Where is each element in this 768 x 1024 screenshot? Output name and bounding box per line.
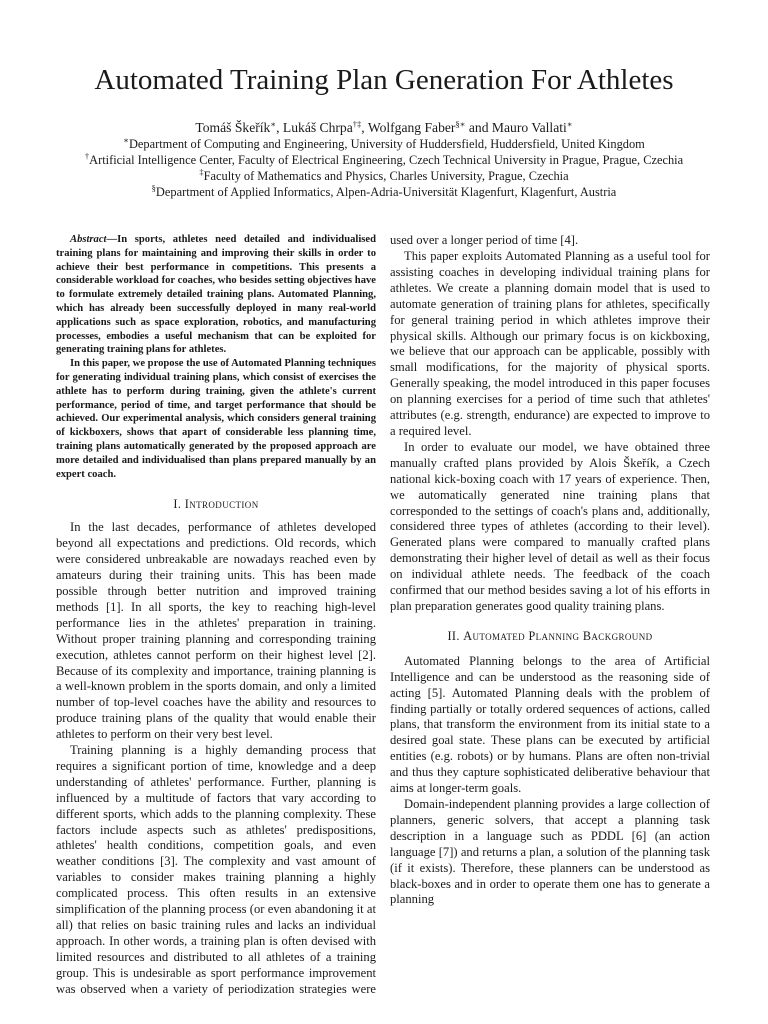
affiliation-mark: ‡ xyxy=(199,167,204,177)
affiliation xyxy=(0,168,768,184)
affiliation xyxy=(0,184,768,200)
author-mark: †‡ xyxy=(352,119,362,129)
affiliation-mark: § xyxy=(151,183,156,193)
section-title: Introduction xyxy=(184,497,259,512)
author-name: Lukáš Chrpa xyxy=(282,120,353,135)
paper-title: Automated Training Plan Generation For Athletes xyxy=(94,64,674,96)
author-separator: , xyxy=(361,120,368,135)
abstract-paragraph xyxy=(56,233,376,357)
affiliation-text: Artificial Intelligence Center, Faculty of Electrical Engineering, Czech Technical University in Prague, Prague, Czechia xyxy=(89,153,684,167)
body-paragraph: Automated Planning belongs to the area of Artificial Intelligence and can be understood as the reasoning side of acting [5]. Automated Planning deals with the problem of finding partially or totally ordered sequences of actions, called plans, that transform the environment from its initial state to a desired goal state. These plans can be executed by artificial entities (e.g. robots) or by humans. Plans are often non-trivial and thus they capture sophisticated deliberative behaviour that aims at longer-term goals. xyxy=(390,653,710,796)
body-paragraph: Domain-independent planning provides a large collection of planners, generic solvers, that accept a planning task description in a language such as PDDL [6] (an action language [7]) and returns a plan, a solution of the planning task (if it exists). Therefore, these planners can be understood as black-boxes and in order to operate them one has to generate a planning xyxy=(390,797,710,907)
section-numeral: I. xyxy=(173,497,182,512)
abstract-label: Abstract xyxy=(70,234,107,245)
body-paragraph-continued: used over a longer period of time [4]. xyxy=(390,233,579,248)
section-title: Automated Planning Background xyxy=(463,628,653,643)
affiliation-mark: † xyxy=(84,151,90,161)
abstract xyxy=(56,233,376,481)
affiliation-text: Department of Applied Informatics, Alpen-Adria-Universität Klagenfurt, Klagenfurt, Austria xyxy=(155,185,617,199)
right-column-flow xyxy=(390,233,710,908)
author-mark: §∗ xyxy=(455,119,466,129)
affiliation xyxy=(0,152,768,168)
section-heading xyxy=(390,628,710,644)
body-paragraph: In order to evaluate our model, we have obtained three manually crafted plans provided by Alois Škeřík, a Czech national kick-boxing coach with 17 years of experience. Then, we automatically generated nine training plans that corresponded to the settings of coach's plans and, additionally, considered three types of athletes (according to their level). Generated plans were compared to manually crafted plans demonstrating their higher level of detail as well as their focus on individual athlete needs. The feedback of the coach confirmed that our method besides saving a lot of his efforts in plan preparation generates good quality training plans. xyxy=(390,439,710,613)
affiliation-text: Faculty of Mathematics and Physics, Charles University, Prague, Czechia xyxy=(203,169,569,183)
abstract-text: In sports, athletes need detailed and individualised training plans for maintaining and improving their skills in order to achieve their best performance in competitions. This presents a considerable workload for coaches, who besides setting objectives have to formulate extremely detailed training plans. Automated Planning, which has already been successfully deployed in many real-world applications such as space exploration, robotics, and manufacturing processes, embodies a useful mechanism that can be exploited for generating training plans for athletes. xyxy=(56,234,376,356)
affiliation xyxy=(0,136,768,152)
body-paragraph: In the last decades, performance of athletes developed beyond all expectations and predictions. Old records, which were considered unbreakable are nowadays reached even by amateurs during their training units. This has been made possible through better nutrition and improved training methods [1]. In all sports, the key to reaching high-level performance lies in the athletes' preparation in training. Without proper training planning and corresponding training execution, athletes cannot perform on their highest level [2]. Because of its complexity and importance, training planning is a well-known problem in the sports domain, and only a limited number of top-level coaches have the ability and resources to produce training plans of the quality that would enable their athletes to perform on their very best level. xyxy=(56,520,376,742)
body-paragraph: Training planning is a highly demanding process that requires a significant portion of time, knowledge and a deep understanding of athletes' performance. Further, planning is influenced by a multitude of factors that vary according to different sports, which adds to the planning complexity. These factors include aspects such as athletes' predispositions, athletes' health conditions, competition goals, and even weather conditions [3]. The complexity and vast amount of variables to consider makes training planning a highly complicated process. This often results in an extensive simplification of the planning process (or even abandoning it at all) that relies on basic training rules and lacks an individual approach. In other words, a training plan is often devised with limited resources and distributed to all athletes of a training group. This is undesirable as sport performance improvement was observed when a variety of periodization strategies were xyxy=(56,743,376,996)
section-heading xyxy=(56,496,376,512)
author-conjunction: and xyxy=(465,120,492,135)
author-mark: ∗ xyxy=(566,119,573,129)
left-column xyxy=(56,233,376,997)
body-paragraph: This paper exploits Automated Planning as a useful tool for assisting coaches in developing individual training plans for athletes. We create a planning domain model that is used to automate generation of training plans for athletes, specifically for general training period in which athletes improve their physical skills. Although our primary focus is on kickboxing, we believe that our approach can be applicable, possibly with small modifications, for the majority of physical sports. Generally speaking, the model introduced in this paper focuses on planning exercises for a period of time such that athletes' attributes (e.g. strength, endurance) are expected to improve to a required level. xyxy=(390,249,710,438)
author-name: Mauro Vallati xyxy=(491,120,567,135)
affiliation-mark: ∗ xyxy=(123,135,129,145)
abstract-dash: — xyxy=(106,234,118,245)
author-name: Tomáš Škeřík xyxy=(195,120,271,135)
author-mark: ∗ xyxy=(270,119,277,129)
abstract-paragraph: In this paper, we propose the use of Automated Planning techniques for generating individual training plans, which consist of exercises the athlete has to perform during training, given the athlete's current performance, period of time, and target performance that should be achieved. Our experimental analysis, which considers general training of kickboxers, shows that apart of considerable less planning time, training plans automatically generated by the proposed approach are more detailed and individualised than plans prepared manually by an expert coach. xyxy=(56,358,376,480)
section-numeral: II. xyxy=(447,628,464,643)
author-name: Wolfgang Faber xyxy=(367,120,456,135)
affiliation-text: Department of Computing and Engineering, University of Huddersfield, Huddersfield, United Kingdom xyxy=(128,137,645,151)
author-list xyxy=(0,119,768,137)
right-column xyxy=(390,233,710,1012)
author-separator: , xyxy=(276,120,283,135)
